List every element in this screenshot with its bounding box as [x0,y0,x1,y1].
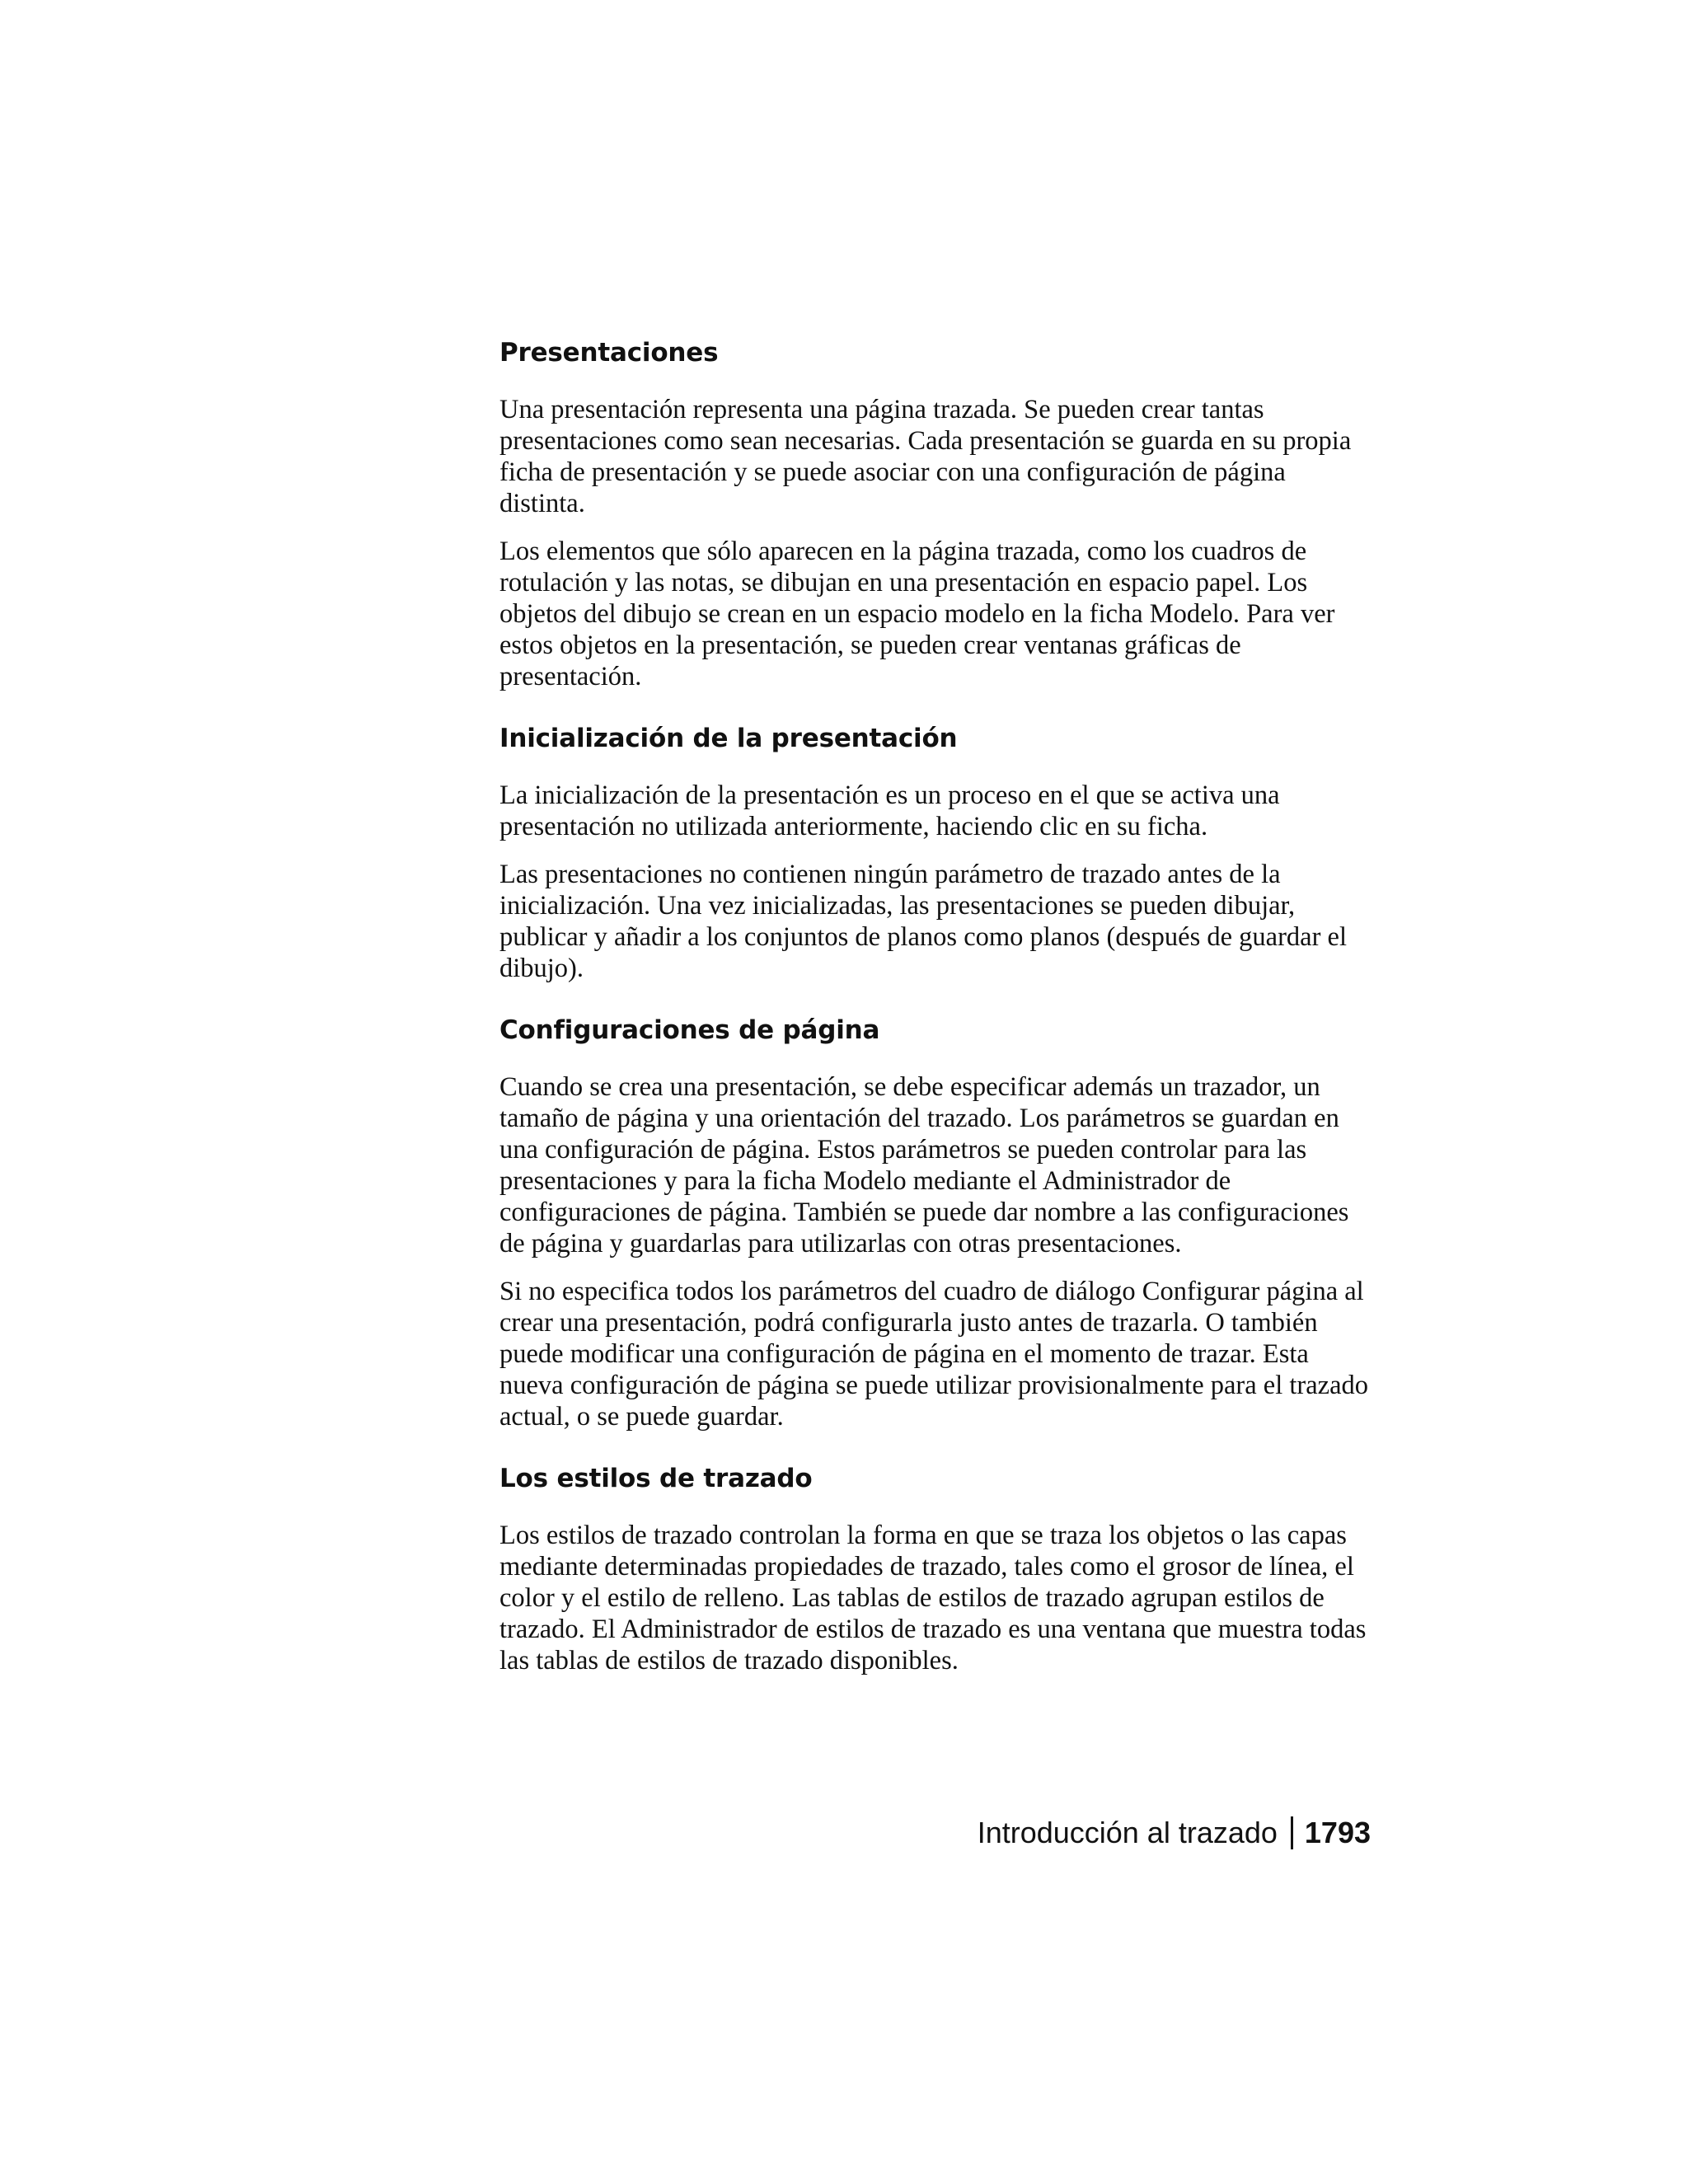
page-footer [978,1813,1371,1853]
footer-separator [1291,1816,1293,1849]
section-heading: Los estilos de trazado [499,1464,813,1493]
section-configuraciones [499,1014,1376,1432]
footer-chapter-title: Introducción al trazado [977,1816,1278,1849]
section-presentaciones [499,336,1376,692]
section-heading: Presentaciones [499,338,719,368]
paragraph: Los elementos que sólo aparecen en la página trazada, como los cuadros de rotulación y las notas, se dibujan en una presentación en espacio papel. Los objetos del dibujo se crean en un espacio modelo en la ficha Modelo. Para ver estos objetos en la presentación, se pueden crear ventanas gráficas de presentación. [499,537,1335,691]
paragraph: La inicialización de la presentación es un proceso en el que se activa una presentación no utilizada anteriormente, haciendo clic en su ficha. [499,780,1280,841]
section-heading: Configuraciones de página [499,1015,880,1045]
section-estilos [499,1462,1376,1676]
paragraph: Una presentación representa una página trazada. Se pueden crear tantas presentaciones como sean necesarias. Cada presentación se guarda en su propia ficha de presentación y se puede asociar con una configuración de página distinta. [499,395,1352,518]
page-body [499,336,1376,1676]
paragraph: Si no especifica todos los parámetros del cuadro de diálogo Configurar página al crear una presentación, podrá configurarla justo antes de trazarla. O también puede modificar una configuración de página en el momento de trazar. Esta nueva configuración de página se puede utilizar provisionalmente para el trazado actual, o se puede guardar. [499,1277,1368,1432]
section-heading: Inicialización de la presentación [499,724,958,753]
section-inicializacion [499,722,1376,984]
paragraph: Las presentaciones no contienen ningún parámetro de trazado antes de la inicialización. Una vez inicializadas, las presentaciones se pueden dibujar, publicar y añadir a los conjuntos de planos como planos (después de guardar el dibujo). [499,860,1347,983]
page-number: 1793 [1304,1816,1371,1849]
paragraph: Los estilos de trazado controlan la forma en que se traza los objetos o las capas mediante determinadas propiedades de trazado, tales como el grosor de línea, el color y el estilo de relleno. Las tablas de estilos de trazado agrupan estilos de trazado. El Administrador de estilos de trazado es una ventana que muestra todas las tablas de estilos de trazado disponibles. [499,1521,1367,1675]
paragraph: Cuando se crea una presentación, se debe especificar además un trazador, un tamaño de página y una orientación del trazado. Los parámetros se guardan en una configuración de página. Estos parámetros se pueden controlar para las presentaciones y para la ficha Modelo mediante el Administrador de configuraciones de página. También se puede dar nombre a las configuraciones de página y guardarlas para utilizarlas con otras presentaciones. [499,1072,1349,1258]
